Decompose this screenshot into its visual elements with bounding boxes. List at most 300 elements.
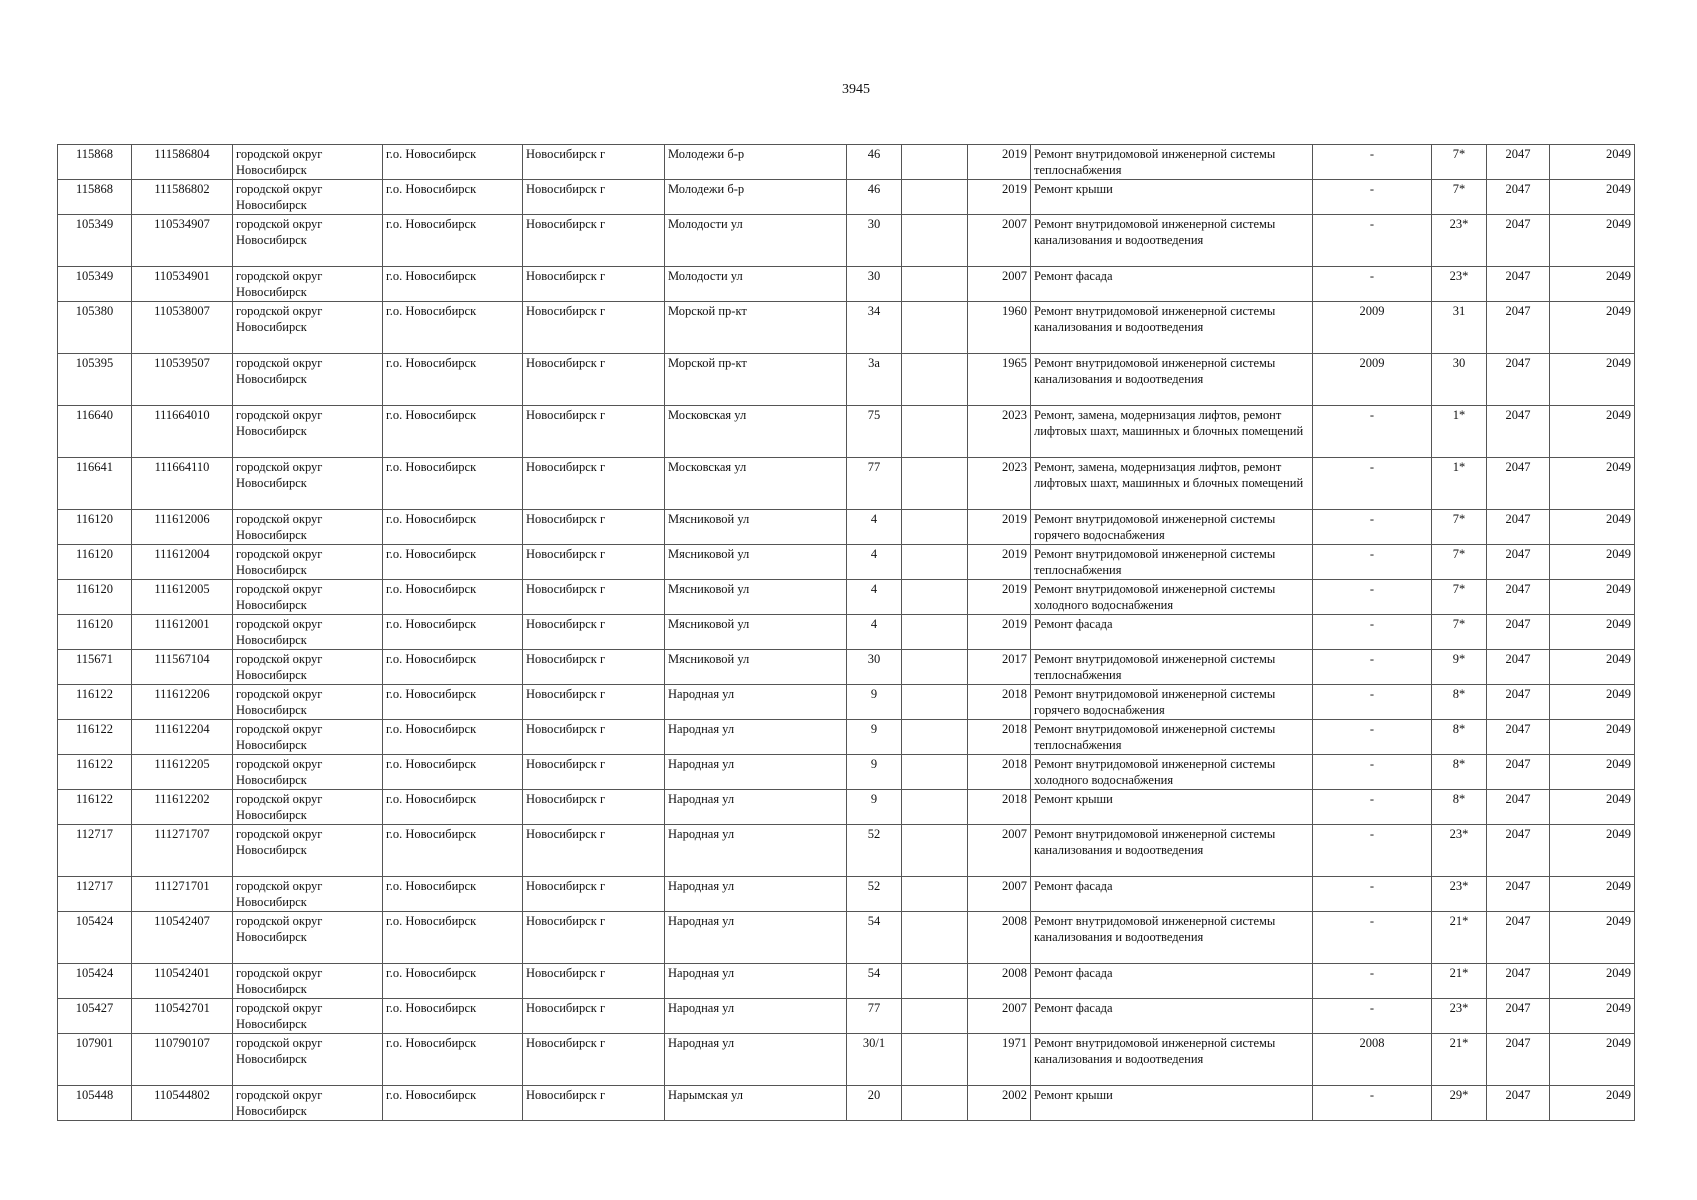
cell-work-id: 111612205 xyxy=(132,755,233,790)
cell-wear: 8* xyxy=(1432,755,1487,790)
cell-settlement: Новосибирск г xyxy=(523,999,665,1034)
cell-district: г.о. Новосибирск xyxy=(383,964,523,999)
cell-municipality: городской округ Новосибирск xyxy=(233,825,383,877)
cell-plan-start: 2047 xyxy=(1487,180,1550,215)
cell-plan-start: 2047 xyxy=(1487,877,1550,912)
cell-district: г.о. Новосибирск xyxy=(383,458,523,510)
cell-building xyxy=(902,580,968,615)
cell-house-number: 30 xyxy=(847,215,902,267)
cell-last-repair-year: 2009 xyxy=(1313,354,1432,406)
cell-plan-end: 2049 xyxy=(1550,406,1635,458)
cell-municipality: городской округ Новосибирск xyxy=(233,545,383,580)
cell-year-built: 2018 xyxy=(968,755,1031,790)
table-row xyxy=(58,825,1635,877)
cell-district: г.о. Новосибирск xyxy=(383,790,523,825)
cell-last-repair-year: 2009 xyxy=(1313,302,1432,354)
cell-plan-start: 2047 xyxy=(1487,685,1550,720)
table-row xyxy=(58,790,1635,825)
cell-house-number: 9 xyxy=(847,685,902,720)
cell-municipality: городской округ Новосибирск xyxy=(233,458,383,510)
cell-settlement: Новосибирск г xyxy=(523,720,665,755)
cell-plan-end: 2049 xyxy=(1550,999,1635,1034)
cell-work-id: 110539507 xyxy=(132,354,233,406)
cell-plan-end: 2049 xyxy=(1550,720,1635,755)
cell-municipality: городской округ Новосибирск xyxy=(233,302,383,354)
cell-object-id: 112717 xyxy=(58,877,132,912)
table-row xyxy=(58,1034,1635,1086)
cell-work-id: 110542701 xyxy=(132,999,233,1034)
cell-district: г.о. Новосибирск xyxy=(383,1034,523,1086)
cell-work-id: 111586804 xyxy=(132,145,233,180)
cell-wear: 23* xyxy=(1432,215,1487,267)
cell-municipality: городской округ Новосибирск xyxy=(233,877,383,912)
cell-plan-end: 2049 xyxy=(1550,912,1635,964)
cell-work-type: Ремонт крыши xyxy=(1031,790,1313,825)
cell-wear: 23* xyxy=(1432,825,1487,877)
cell-municipality: городской округ Новосибирск xyxy=(233,720,383,755)
cell-house-number: 4 xyxy=(847,510,902,545)
cell-district: г.о. Новосибирск xyxy=(383,912,523,964)
cell-wear: 21* xyxy=(1432,964,1487,999)
cell-building xyxy=(902,755,968,790)
cell-plan-start: 2047 xyxy=(1487,510,1550,545)
cell-plan-start: 2047 xyxy=(1487,545,1550,580)
cell-settlement: Новосибирск г xyxy=(523,1034,665,1086)
cell-municipality: городской округ Новосибирск xyxy=(233,755,383,790)
cell-settlement: Новосибирск г xyxy=(523,302,665,354)
cell-building xyxy=(902,180,968,215)
table-row xyxy=(58,650,1635,685)
cell-street: Молодежи б-р xyxy=(665,145,847,180)
cell-plan-start: 2047 xyxy=(1487,215,1550,267)
cell-work-id: 111612004 xyxy=(132,545,233,580)
cell-house-number: 30/1 xyxy=(847,1034,902,1086)
cell-plan-start: 2047 xyxy=(1487,912,1550,964)
cell-street: Молодости ул xyxy=(665,215,847,267)
cell-municipality: городской округ Новосибирск xyxy=(233,912,383,964)
cell-work-id: 110790107 xyxy=(132,1034,233,1086)
cell-municipality: городской округ Новосибирск xyxy=(233,790,383,825)
cell-plan-start: 2047 xyxy=(1487,267,1550,302)
cell-building xyxy=(902,145,968,180)
cell-object-id: 116640 xyxy=(58,406,132,458)
cell-house-number: 9 xyxy=(847,720,902,755)
cell-object-id: 105427 xyxy=(58,999,132,1034)
cell-house-number: 9 xyxy=(847,755,902,790)
cell-plan-start: 2047 xyxy=(1487,458,1550,510)
cell-building xyxy=(902,650,968,685)
cell-work-type: Ремонт внутридомовой инженерной системы канализования и водоотведения xyxy=(1031,912,1313,964)
cell-last-repair-year: - xyxy=(1313,615,1432,650)
cell-street: Народная ул xyxy=(665,877,847,912)
cell-plan-end: 2049 xyxy=(1550,267,1635,302)
cell-street: Молодежи б-р xyxy=(665,180,847,215)
cell-year-built: 2019 xyxy=(968,180,1031,215)
table-row xyxy=(58,458,1635,510)
cell-municipality: городской округ Новосибирск xyxy=(233,510,383,545)
cell-building xyxy=(902,615,968,650)
cell-building xyxy=(902,354,968,406)
cell-district: г.о. Новосибирск xyxy=(383,685,523,720)
cell-plan-end: 2049 xyxy=(1550,145,1635,180)
cell-object-id: 116120 xyxy=(58,510,132,545)
cell-plan-start: 2047 xyxy=(1487,825,1550,877)
table-row xyxy=(58,964,1635,999)
cell-municipality: городской округ Новосибирск xyxy=(233,180,383,215)
cell-year-built: 2007 xyxy=(968,825,1031,877)
cell-wear: 7* xyxy=(1432,145,1487,180)
cell-object-id: 115868 xyxy=(58,145,132,180)
cell-plan-start: 2047 xyxy=(1487,650,1550,685)
table-row xyxy=(58,510,1635,545)
table-row xyxy=(58,302,1635,354)
cell-plan-end: 2049 xyxy=(1550,458,1635,510)
cell-municipality: городской округ Новосибирск xyxy=(233,615,383,650)
cell-work-id: 111612006 xyxy=(132,510,233,545)
cell-object-id: 105424 xyxy=(58,912,132,964)
cell-work-type: Ремонт фасада xyxy=(1031,964,1313,999)
cell-object-id: 107901 xyxy=(58,1034,132,1086)
cell-plan-end: 2049 xyxy=(1550,825,1635,877)
cell-last-repair-year: - xyxy=(1313,545,1432,580)
cell-street: Народная ул xyxy=(665,999,847,1034)
cell-work-id: 111664110 xyxy=(132,458,233,510)
cell-district: г.о. Новосибирск xyxy=(383,406,523,458)
cell-plan-start: 2047 xyxy=(1487,720,1550,755)
cell-street: Народная ул xyxy=(665,790,847,825)
cell-settlement: Новосибирск г xyxy=(523,580,665,615)
cell-wear: 23* xyxy=(1432,999,1487,1034)
cell-work-type: Ремонт внутридомовой инженерной системы канализования и водоотведения xyxy=(1031,1034,1313,1086)
cell-plan-end: 2049 xyxy=(1550,755,1635,790)
cell-work-id: 110534907 xyxy=(132,215,233,267)
cell-wear: 7* xyxy=(1432,510,1487,545)
cell-plan-end: 2049 xyxy=(1550,215,1635,267)
cell-last-repair-year: 2008 xyxy=(1313,1034,1432,1086)
table-row xyxy=(58,615,1635,650)
cell-plan-end: 2049 xyxy=(1550,964,1635,999)
cell-house-number: 46 xyxy=(847,180,902,215)
cell-plan-end: 2049 xyxy=(1550,650,1635,685)
cell-work-type: Ремонт фасада xyxy=(1031,615,1313,650)
cell-wear: 8* xyxy=(1432,720,1487,755)
cell-work-id: 111612206 xyxy=(132,685,233,720)
cell-street: Мясниковой ул xyxy=(665,580,847,615)
table-row xyxy=(58,912,1635,964)
cell-settlement: Новосибирск г xyxy=(523,145,665,180)
cell-year-built: 2007 xyxy=(968,267,1031,302)
cell-house-number: 4 xyxy=(847,615,902,650)
cell-plan-start: 2047 xyxy=(1487,406,1550,458)
cell-object-id: 105349 xyxy=(58,267,132,302)
cell-work-type: Ремонт внутридомовой инженерной системы теплоснабжения xyxy=(1031,720,1313,755)
page-number: 3945 xyxy=(842,82,870,97)
cell-year-built: 2007 xyxy=(968,215,1031,267)
cell-settlement: Новосибирск г xyxy=(523,510,665,545)
cell-municipality: городской округ Новосибирск xyxy=(233,1034,383,1086)
table-row xyxy=(58,755,1635,790)
cell-house-number: 20 xyxy=(847,1086,902,1121)
cell-work-id: 111567104 xyxy=(132,650,233,685)
cell-object-id: 116120 xyxy=(58,615,132,650)
cell-wear: 7* xyxy=(1432,545,1487,580)
cell-last-repair-year: - xyxy=(1313,964,1432,999)
cell-district: г.о. Новосибирск xyxy=(383,302,523,354)
cell-street: Народная ул xyxy=(665,912,847,964)
cell-object-id: 116122 xyxy=(58,755,132,790)
cell-year-built: 2019 xyxy=(968,615,1031,650)
cell-district: г.о. Новосибирск xyxy=(383,580,523,615)
cell-work-type: Ремонт фасада xyxy=(1031,999,1313,1034)
cell-wear: 23* xyxy=(1432,877,1487,912)
cell-municipality: городской округ Новосибирск xyxy=(233,145,383,180)
cell-year-built: 2002 xyxy=(968,1086,1031,1121)
cell-year-built: 2023 xyxy=(968,458,1031,510)
cell-plan-start: 2047 xyxy=(1487,145,1550,180)
cell-settlement: Новосибирск г xyxy=(523,912,665,964)
cell-building xyxy=(902,877,968,912)
cell-house-number: 30 xyxy=(847,650,902,685)
table-row xyxy=(58,685,1635,720)
cell-plan-start: 2047 xyxy=(1487,580,1550,615)
cell-work-type: Ремонт фасада xyxy=(1031,267,1313,302)
cell-plan-start: 2047 xyxy=(1487,755,1550,790)
cell-work-type: Ремонт внутридомовой инженерной системы канализования и водоотведения xyxy=(1031,825,1313,877)
cell-year-built: 2008 xyxy=(968,964,1031,999)
cell-house-number: 4 xyxy=(847,580,902,615)
cell-wear: 7* xyxy=(1432,180,1487,215)
cell-work-type: Ремонт внутридомовой инженерной системы теплоснабжения xyxy=(1031,650,1313,685)
cell-municipality: городской округ Новосибирск xyxy=(233,685,383,720)
cell-plan-start: 2047 xyxy=(1487,790,1550,825)
cell-work-type: Ремонт внутридомовой инженерной системы горячего водоснабжения xyxy=(1031,510,1313,545)
table-row xyxy=(58,215,1635,267)
cell-municipality: городской округ Новосибирск xyxy=(233,580,383,615)
cell-plan-end: 2049 xyxy=(1550,354,1635,406)
cell-wear: 1* xyxy=(1432,406,1487,458)
cell-plan-start: 2047 xyxy=(1487,615,1550,650)
cell-last-repair-year: - xyxy=(1313,458,1432,510)
cell-wear: 9* xyxy=(1432,650,1487,685)
cell-street: Морской пр-кт xyxy=(665,302,847,354)
table-row xyxy=(58,877,1635,912)
cell-wear: 7* xyxy=(1432,615,1487,650)
cell-street: Нарымская ул xyxy=(665,1086,847,1121)
cell-work-type: Ремонт внутридомовой инженерной системы теплоснабжения xyxy=(1031,145,1313,180)
table-row xyxy=(58,999,1635,1034)
cell-district: г.о. Новосибирск xyxy=(383,650,523,685)
cell-building xyxy=(902,999,968,1034)
cell-building xyxy=(902,302,968,354)
cell-work-type: Ремонт, замена, модернизация лифтов, ремонт лифтовых шахт, машинных и блочных помещений xyxy=(1031,458,1313,510)
cell-object-id: 112717 xyxy=(58,825,132,877)
cell-year-built: 2007 xyxy=(968,877,1031,912)
cell-wear: 21* xyxy=(1432,912,1487,964)
cell-district: г.о. Новосибирск xyxy=(383,545,523,580)
cell-last-repair-year: - xyxy=(1313,215,1432,267)
cell-settlement: Новосибирск г xyxy=(523,406,665,458)
cell-municipality: городской округ Новосибирск xyxy=(233,215,383,267)
cell-last-repair-year: - xyxy=(1313,145,1432,180)
cell-municipality: городской округ Новосибирск xyxy=(233,406,383,458)
cell-district: г.о. Новосибирск xyxy=(383,877,523,912)
cell-work-id: 110538007 xyxy=(132,302,233,354)
cell-last-repair-year: - xyxy=(1313,999,1432,1034)
cell-year-built: 1965 xyxy=(968,354,1031,406)
cell-street: Мясниковой ул xyxy=(665,545,847,580)
cell-last-repair-year: - xyxy=(1313,685,1432,720)
cell-work-type: Ремонт крыши xyxy=(1031,1086,1313,1121)
cell-settlement: Новосибирск г xyxy=(523,458,665,510)
cell-house-number: 54 xyxy=(847,912,902,964)
cell-work-id: 111271701 xyxy=(132,877,233,912)
cell-object-id: 105448 xyxy=(58,1086,132,1121)
cell-wear: 7* xyxy=(1432,580,1487,615)
cell-street: Народная ул xyxy=(665,964,847,999)
cell-street: Московская ул xyxy=(665,406,847,458)
cell-municipality: городской округ Новосибирск xyxy=(233,267,383,302)
cell-work-id: 111612204 xyxy=(132,720,233,755)
cell-building xyxy=(902,685,968,720)
register-table xyxy=(57,144,1635,1121)
cell-last-repair-year: - xyxy=(1313,825,1432,877)
cell-street: Народная ул xyxy=(665,825,847,877)
cell-house-number: 46 xyxy=(847,145,902,180)
cell-wear: 8* xyxy=(1432,685,1487,720)
cell-work-id: 111271707 xyxy=(132,825,233,877)
cell-year-built: 2018 xyxy=(968,685,1031,720)
cell-wear: 23* xyxy=(1432,267,1487,302)
cell-street: Народная ул xyxy=(665,685,847,720)
cell-district: г.о. Новосибирск xyxy=(383,215,523,267)
table-row xyxy=(58,145,1635,180)
cell-building xyxy=(902,545,968,580)
cell-year-built: 2008 xyxy=(968,912,1031,964)
cell-wear: 31 xyxy=(1432,302,1487,354)
cell-year-built: 2023 xyxy=(968,406,1031,458)
cell-plan-end: 2049 xyxy=(1550,685,1635,720)
cell-year-built: 2007 xyxy=(968,999,1031,1034)
cell-last-repair-year: - xyxy=(1313,1086,1432,1121)
cell-work-id: 110544802 xyxy=(132,1086,233,1121)
table-row xyxy=(58,720,1635,755)
cell-work-type: Ремонт, замена, модернизация лифтов, ремонт лифтовых шахт, машинных и блочных помещений xyxy=(1031,406,1313,458)
cell-settlement: Новосибирск г xyxy=(523,180,665,215)
cell-plan-start: 2047 xyxy=(1487,964,1550,999)
cell-last-repair-year: - xyxy=(1313,510,1432,545)
cell-work-type: Ремонт внутридомовой инженерной системы горячего водоснабжения xyxy=(1031,685,1313,720)
cell-wear: 21* xyxy=(1432,1034,1487,1086)
cell-wear: 30 xyxy=(1432,354,1487,406)
cell-building xyxy=(902,912,968,964)
cell-building xyxy=(902,720,968,755)
cell-plan-end: 2049 xyxy=(1550,580,1635,615)
cell-work-id: 111586802 xyxy=(132,180,233,215)
table-row xyxy=(58,180,1635,215)
cell-last-repair-year: - xyxy=(1313,790,1432,825)
cell-wear: 29* xyxy=(1432,1086,1487,1121)
cell-object-id: 105380 xyxy=(58,302,132,354)
table-row xyxy=(58,545,1635,580)
cell-last-repair-year: - xyxy=(1313,912,1432,964)
cell-house-number: 52 xyxy=(847,825,902,877)
cell-settlement: Новосибирск г xyxy=(523,964,665,999)
cell-street: Мясниковой ул xyxy=(665,615,847,650)
cell-work-type: Ремонт внутридомовой инженерной системы теплоснабжения xyxy=(1031,545,1313,580)
cell-street: Народная ул xyxy=(665,720,847,755)
cell-year-built: 2019 xyxy=(968,510,1031,545)
cell-object-id: 105424 xyxy=(58,964,132,999)
cell-plan-end: 2049 xyxy=(1550,545,1635,580)
cell-house-number: 77 xyxy=(847,458,902,510)
cell-plan-end: 2049 xyxy=(1550,790,1635,825)
cell-year-built: 2019 xyxy=(968,580,1031,615)
cell-plan-end: 2049 xyxy=(1550,615,1635,650)
cell-municipality: городской округ Новосибирск xyxy=(233,1086,383,1121)
cell-house-number: 9 xyxy=(847,790,902,825)
cell-plan-start: 2047 xyxy=(1487,1034,1550,1086)
cell-work-type: Ремонт внутридомовой инженерной системы холодного водоснабжения xyxy=(1031,755,1313,790)
cell-street: Мясниковой ул xyxy=(665,650,847,685)
cell-object-id: 115868 xyxy=(58,180,132,215)
cell-work-id: 110542401 xyxy=(132,964,233,999)
cell-work-id: 111612005 xyxy=(132,580,233,615)
cell-work-id: 111612001 xyxy=(132,615,233,650)
cell-settlement: Новосибирск г xyxy=(523,825,665,877)
cell-house-number: 3а xyxy=(847,354,902,406)
cell-house-number: 52 xyxy=(847,877,902,912)
table-row xyxy=(58,580,1635,615)
cell-house-number: 75 xyxy=(847,406,902,458)
cell-settlement: Новосибирск г xyxy=(523,354,665,406)
cell-last-repair-year: - xyxy=(1313,580,1432,615)
cell-district: г.о. Новосибирск xyxy=(383,145,523,180)
cell-house-number: 30 xyxy=(847,267,902,302)
cell-building xyxy=(902,825,968,877)
cell-object-id: 116641 xyxy=(58,458,132,510)
cell-house-number: 54 xyxy=(847,964,902,999)
cell-settlement: Новосибирск г xyxy=(523,1086,665,1121)
cell-year-built: 1960 xyxy=(968,302,1031,354)
cell-district: г.о. Новосибирск xyxy=(383,720,523,755)
cell-district: г.о. Новосибирск xyxy=(383,755,523,790)
cell-work-id: 110542407 xyxy=(132,912,233,964)
cell-last-repair-year: - xyxy=(1313,720,1432,755)
cell-plan-end: 2049 xyxy=(1550,1034,1635,1086)
cell-district: г.о. Новосибирск xyxy=(383,354,523,406)
table-row xyxy=(58,1086,1635,1121)
cell-building xyxy=(902,406,968,458)
cell-object-id: 116122 xyxy=(58,685,132,720)
cell-building xyxy=(902,1034,968,1086)
cell-house-number: 4 xyxy=(847,545,902,580)
cell-settlement: Новосибирск г xyxy=(523,267,665,302)
cell-building xyxy=(902,1086,968,1121)
cell-last-repair-year: - xyxy=(1313,267,1432,302)
cell-plan-end: 2049 xyxy=(1550,1086,1635,1121)
cell-settlement: Новосибирск г xyxy=(523,215,665,267)
cell-street: Морской пр-кт xyxy=(665,354,847,406)
cell-work-type: Ремонт крыши xyxy=(1031,180,1313,215)
cell-last-repair-year: - xyxy=(1313,650,1432,685)
cell-object-id: 105349 xyxy=(58,215,132,267)
cell-wear: 1* xyxy=(1432,458,1487,510)
cell-building xyxy=(902,458,968,510)
cell-plan-end: 2049 xyxy=(1550,180,1635,215)
cell-district: г.о. Новосибирск xyxy=(383,510,523,545)
cell-last-repair-year: - xyxy=(1313,406,1432,458)
cell-street: Мясниковой ул xyxy=(665,510,847,545)
